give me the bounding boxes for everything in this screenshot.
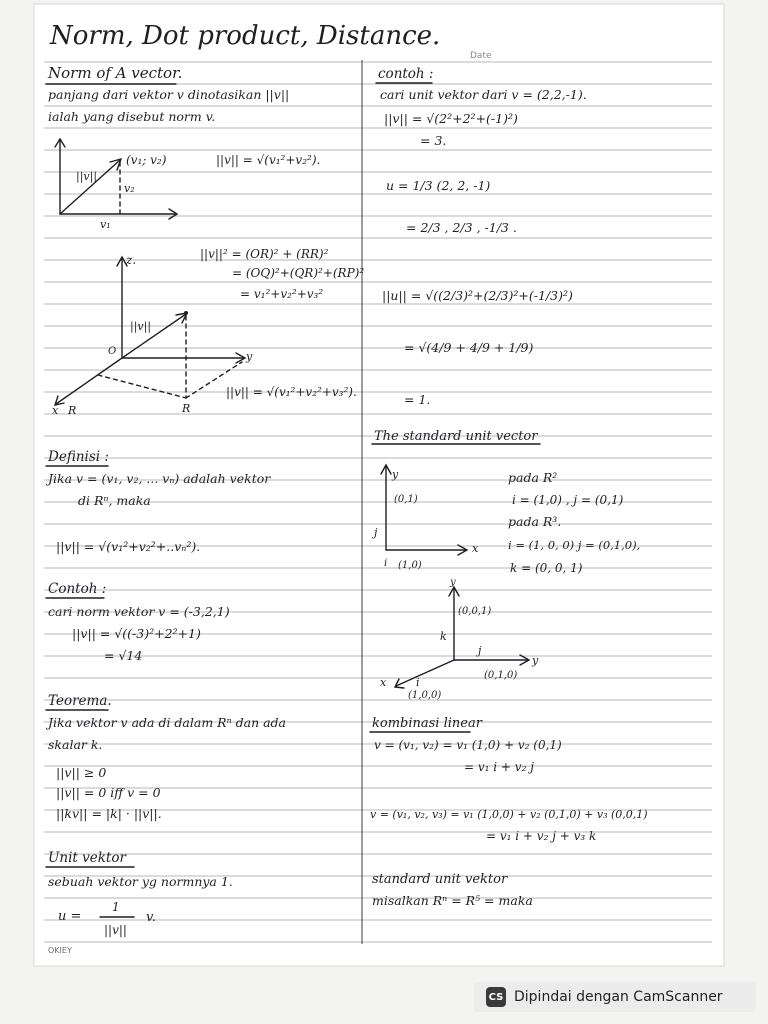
plot2-y: y — [392, 468, 399, 481]
page-title: Norm, Dot product, Distance. — [50, 21, 441, 51]
std-r3-k: k = (0, 0, 1) — [510, 561, 583, 575]
plot3d-y: y — [246, 350, 253, 363]
plot2-i: i — [384, 558, 388, 569]
camscanner-icon: CS — [486, 987, 506, 1007]
plot2d-formula: ||v|| = √(v₁²+v₂²). — [216, 153, 321, 167]
unit-formula-lhs: u = — [58, 909, 82, 924]
plot3d-eq3: = v₁²+v₂²+v₃² — [240, 287, 324, 301]
plot2-p01: (0,1) — [394, 494, 418, 505]
contoh-right-line2: ||v|| = √(2²+2²+(-1)²) — [384, 111, 518, 126]
contoh-left-line2: ||v|| = √((-3)²+2²+1) — [72, 626, 201, 641]
unit-formula-den: ||v|| — [104, 923, 127, 937]
teorema-line3: ||v|| ≥ 0 — [56, 765, 107, 780]
check-line2: = √(4/9 + 4/9 + 1/9) — [404, 340, 534, 355]
komb-line2: = v₁ i + v₂ j — [464, 760, 534, 774]
u-line1: u = 1/3 (2, 2, -1) — [386, 178, 491, 193]
norm-def-line2: ialah yang disebut norm v. — [48, 109, 216, 124]
check-line1: ||u|| = √((2/3)²+(2/3)²+(-1/3)²) — [382, 288, 573, 303]
plot3-y-top: y — [450, 577, 456, 588]
plot2d-norm: ||v|| — [76, 170, 98, 183]
norm-def-line1: panjang dari vektor v dinotasikan ||v|| — [48, 87, 290, 102]
definisi-line2: di Rⁿ, maka — [78, 493, 151, 508]
std-r2: pada R² — [508, 470, 558, 485]
komb-line1: v = (v₁, v₂) = v₁ (1,0) + v₂ (0,1) — [374, 738, 562, 752]
plot3-y: y — [532, 654, 539, 667]
plot3d-eq1: ||v||² = (OR)² + (RR)² — [200, 247, 329, 261]
camscanner-badge — [474, 982, 756, 1012]
plot2d-v2: v₂ — [124, 182, 135, 195]
plot3d-origin: O — [108, 346, 117, 357]
plot3-p010: (0,1,0) — [484, 670, 518, 681]
kombinasi-heading: kombinasi linear — [372, 716, 482, 731]
plot3-k: k — [440, 630, 447, 643]
plot3d-x: x — [52, 404, 59, 417]
standard-heading: standard unit vektor — [372, 872, 508, 887]
komb-line4: = v₁ i + v₂ j + v₃ k — [486, 829, 597, 843]
plot3-p001: (0,0,1) — [458, 606, 492, 617]
definisi-line1: Jika v = (v₁, v₂, ... vₙ) adalah vektor — [48, 471, 271, 486]
plot2-p10: (1,0) — [398, 560, 422, 571]
plot3-p100: (1,0,0) — [408, 690, 442, 701]
contoh-right-line3: = 3. — [420, 133, 447, 148]
plot2-j: j — [374, 526, 378, 539]
norm-heading: Norm of A vector. — [48, 64, 183, 82]
plot3d-norm: ||v|| — [130, 320, 152, 333]
unit-heading: Unit vektor — [48, 850, 126, 866]
teorema-line5: ||kv|| = |k| · ||v||. — [56, 806, 162, 821]
plot2d-point: (v₁; v₂) — [126, 153, 167, 167]
komb-line3: v = (v₁, v₂, v₃) = v₁ (1,0,0) + v₂ (0,1,0) + v₃ (0,0,1) — [370, 808, 648, 821]
date-label: Date — [470, 51, 492, 61]
std-heading: The standard unit vector — [374, 429, 538, 444]
std-r2-ij: i = (1,0) , j = (0,1) — [512, 493, 624, 507]
teorema-heading: Teorema. — [48, 693, 112, 709]
plot3d-r-right: R — [182, 402, 191, 415]
plot3-j: j — [478, 644, 482, 657]
contoh-right-line1: cari unit vektor dari v = (2,2,-1). — [380, 87, 587, 102]
unit-formula-v: v. — [146, 910, 156, 925]
plot3d-r-left: R — [68, 404, 77, 417]
teorema-line4: ||v|| = 0 iff v = 0 — [56, 785, 161, 800]
camscanner-label: Dipindai dengan CamScanner — [514, 989, 723, 1005]
footer-mark: OKIEY — [48, 946, 72, 955]
std-r3-ij: i = (1, 0, 0) j = (0,1,0), — [508, 538, 641, 552]
std-r3: pada R³. — [508, 514, 562, 529]
plot3d-formula: ||v|| = √(v₁²+v₂²+v₃²). — [226, 385, 357, 399]
plot3-i: i — [416, 676, 420, 689]
contoh-heading-right: contoh : — [378, 66, 434, 82]
u-line2: = 2/3 , 2/3 , -1/3 . — [406, 220, 517, 235]
teorema-line2: skalar k. — [48, 737, 103, 752]
definisi-formula: ||v|| = √(v₁²+v₂²+..vₙ²). — [56, 539, 201, 554]
unit-line1: sebuah vektor yg normnya 1. — [48, 874, 233, 889]
contoh-heading-left: Contoh : — [48, 581, 107, 597]
teorema-line1: Jika vektor v ada di dalam Rⁿ dan ada — [48, 715, 286, 730]
contoh-left-line1: cari norm vektor v = (-3,2,1) — [48, 604, 230, 619]
unit-formula-num: 1 — [112, 900, 120, 914]
plot2-x: x — [472, 542, 479, 555]
check-line3: = 1. — [404, 392, 431, 407]
contoh-left-line3: = √14 — [104, 648, 143, 663]
plot3d-eq2: = (OQ)²+(QR)²+(RP)² — [232, 266, 365, 280]
plot2d-v1: v₁ — [100, 218, 111, 231]
plot3d-z: z. — [126, 253, 137, 267]
standard-line: misalkan Rⁿ = R⁵ = maka — [372, 893, 533, 908]
plot3-x: x — [380, 676, 387, 689]
definisi-heading: Definisi : — [48, 449, 109, 465]
